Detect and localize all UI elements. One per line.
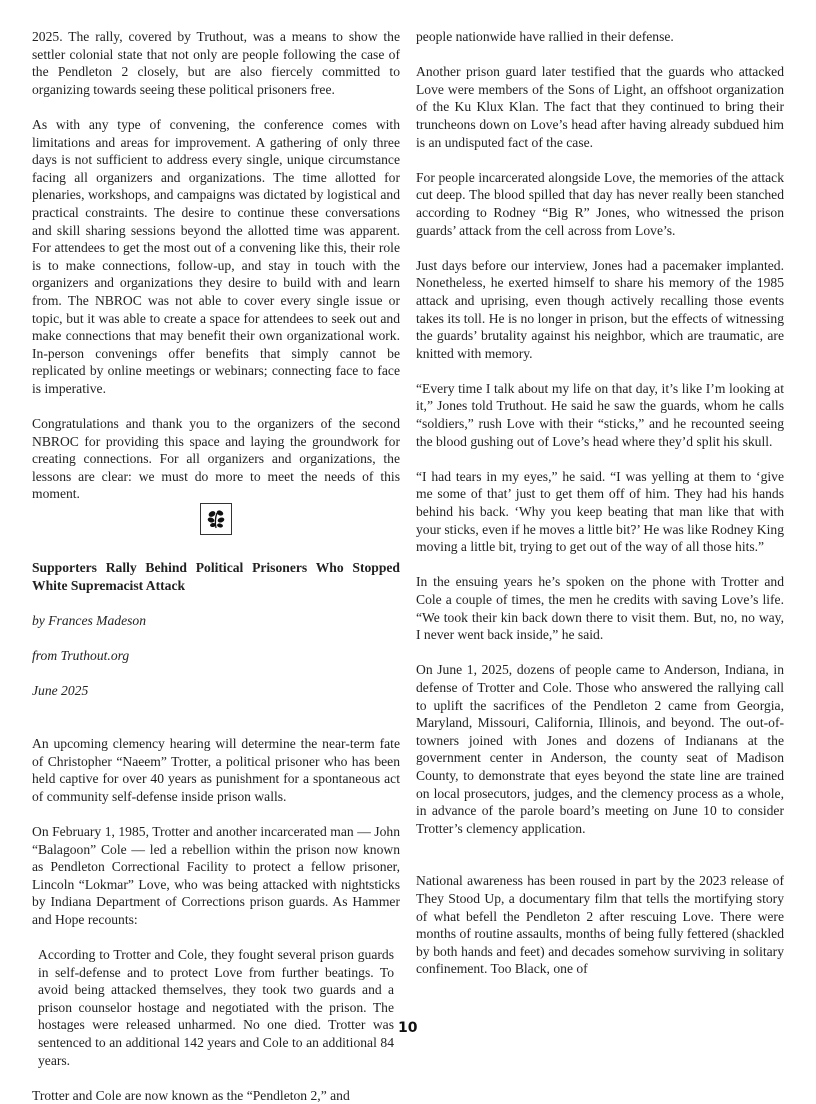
paragraph: “I had tears in my eyes,” he said. “I was yelling at them to ‘give me some of that’ just to get them off of him. They had his hands behind his back. ‘Why you keep beating that man like that with your sticks, even if he moves a little bit?’ He was like Rodney King moving a little bit, trying to get out of the way of all those hits.”: [416, 468, 784, 555]
paragraph: For people incarcerated alongside Love, the memories of the attack cut deep. The blood spilled that day has never really been stanched according to Rodney “Big R” Jones, who witnessed the prison guards’ attack from the cell across from Love’s.: [416, 169, 784, 238]
page-number: 10: [398, 1020, 418, 1036]
paragraph: As with any type of convening, the conference comes with limitations and areas for improvement. A gathering of only three days is not sufficient to address every single, unique circumstance facing all organizers and organizations. The time allotted for plenaries, workshops, and campaigns was dictated by logistical and practical constraints. The desire to continue these conversations and skill sharing sessions beyond the allotted time was apparent. For attendees to get the most out of a convening like this, their role is to make connections, follow-up, and stay in touch with the organizers and organizations they desire to build with and learn from. The NBROC was not able to cover every single issue or topic, but it was able to create a space for attendees to seek out and make connections that may benefit their own organizational work. In-person convenings offer benefits that simply cannot be replicated by online meetings or webinars; connecting face to face is imperative.: [32, 116, 400, 396]
paragraph: Trotter and Cole are now known as the “Pendleton 2,” and: [32, 1087, 350, 1103]
right-column: [416, 28, 784, 978]
article-date: June 2025: [32, 683, 89, 699]
paragraph: people nationwide have rallied in their defense.: [416, 29, 674, 44]
paragraph: “Every time I talk about my life on that day, it’s like I’m looking at it,” Jones told Truthout. He said he saw the guards, whom he calls “soldiers,” rush Love with their “sticks,” and he recounted seeing the blood gushing out of Love’s head where they’d split his skull.: [416, 380, 784, 449]
article-byline: by Frances Madeson: [32, 612, 147, 628]
paragraph: 2025. The rally, covered by Truthout, was a means to show the settler colonial state that not only are people following the case of the Pendleton 2 closely, but are also fiercely committed to organizing towards seeing these political prisoners free.: [32, 29, 400, 97]
paragraph: Congratulations and thank you to the organizers of the second NBROC for providing this space and laying the groundwork for creating connections. For all organizers and organizations, the lessons are clear: we must do more to meet the needs of this moment.: [32, 416, 400, 502]
article-title: Supporters Rally Behind Political Prisoners Who Stopped White Supremacist Attack: [32, 560, 400, 593]
paragraph: Just days before our interview, Jones had a pacemaker implanted. Nonetheless, he exerted himself to share his memory of the 1985 attack and uprising, even though actively recalling those events takes its toll. He is no longer in prison, but the effects of witnessing the guards’ brutality against his neighbor, which are traumatic, are knitted with memory.: [416, 257, 784, 361]
quote-text: According to Trotter and Cole, they fought several prison guards in self-defense and to protect Love from further beatings. To avoid being attacked themselves, they took two guards and a prison counselor hostage and negotiated with the prison. The hostages were released unharmed. No one died. Trotter was sentenced to an additional 142 years and Cole to an additional 84 years.: [38, 947, 394, 1068]
left-column: [32, 28, 400, 1104]
paragraph: On February 1, 1985, Trotter and another incarcerated man — John “Balagoon” Cole — led a rebellion within the prison now known as Pendleton Correctional Facility to protect a fellow prisoner, Lincoln “Lokmar” Love, who was being attacked with nightsticks by Indiana Department of Corrections prison guards. As Hammer and Hope recounts:: [32, 823, 400, 927]
section-divider: [32, 503, 400, 535]
paragraph: An upcoming clemency hearing will determine the near-term fate of Christopher “Naeem” Trotter, a political prisoner who has been held captive for over 40 years as punishment for a spontaneous act of community self-defense inside prison walls.: [32, 735, 400, 804]
paragraph: Another prison guard later testified that the guards who attacked Love were members of the Sons of Light, an offshoot organization of the Ku Klux Klan. The fact that they continued to bring their truncheons down on Love’s head after having already subdued him is an undisputed fact of the case.: [416, 64, 784, 150]
article-source: from Truthout.org: [32, 648, 130, 663]
block-quote: [38, 946, 394, 1069]
paragraph: In the ensuing years he’s spoken on the phone with Trotter and Cole a couple of times, the men he credits with saving Love’s life. “We took their kin back down there to visit them. But, no, no way, I never went back inside,” he said.: [416, 574, 784, 643]
paragraph: National awareness has been roused in part by the 2023 release of They Stood Up, a documentary film that tells the mortifying story of what befell the Pendleton 2 after rescuing Love. There were months of routine assaults, months of being fully fettered (shackled by both hands and feet) and decades somehow surviving in solitary confinement. Too Black, one of: [416, 873, 784, 977]
paragraph: On June 1, 2025, dozens of people came to Anderson, Indiana, in defense of Trotter and Cole. Those who answered the rallying call to uplift the sacrifices of the Pendleton 2 came from Georgia, Maryland, Missouri, California, Illinois, and beyond. The out-of-towners joined with Jones and dozens of Indianans at the government center in Anderson, the county seat of Madison County, to demonstrate that eyes beyond the state line are trained on local prosecutors, judges, and the clemency process as a whole, in advance of the parole board’s meeting on June 10 to consider Trotter’s clemency application.: [416, 662, 784, 836]
article-header: [32, 559, 400, 700]
flower-ornament-icon: [200, 503, 232, 535]
